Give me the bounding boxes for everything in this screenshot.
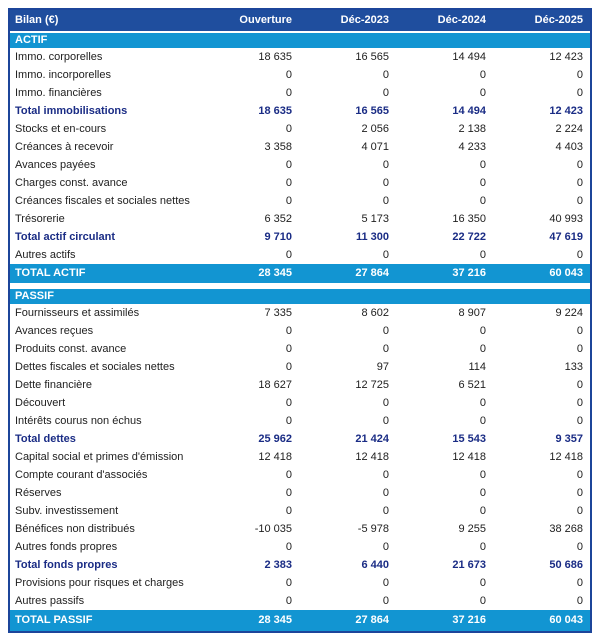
row-value: 0 <box>382 177 389 189</box>
row-value: 0 <box>479 415 486 427</box>
table-row <box>10 228 590 246</box>
row-label: Provisions pour risques et charges <box>15 577 184 589</box>
table-row <box>10 156 590 174</box>
table-row <box>10 210 590 228</box>
row-value: 0 <box>382 469 389 481</box>
row-value: 0 <box>382 415 389 427</box>
row-value: 0 <box>382 595 389 607</box>
row-value: 0 <box>479 69 486 81</box>
row-value: 0 <box>479 159 486 171</box>
total-actif-row <box>10 264 590 283</box>
row-value: 9 224 <box>555 307 583 319</box>
row-value: 2 224 <box>555 123 583 135</box>
row-value: 2 383 <box>264 559 292 571</box>
column-header-dec-2025: Déc-2025 <box>534 15 583 26</box>
row-value: 5 173 <box>361 213 389 225</box>
row-value: 18 627 <box>258 379 292 391</box>
table-row <box>10 430 590 448</box>
row-value: 0 <box>285 397 292 409</box>
row-label: Trésorerie <box>15 213 65 225</box>
row-value: 0 <box>382 397 389 409</box>
row-value: 22 722 <box>452 231 486 243</box>
row-value: 2 138 <box>458 123 486 135</box>
table-row <box>10 394 590 412</box>
table-row <box>10 592 590 610</box>
row-value: 0 <box>576 87 583 99</box>
row-value: 0 <box>285 361 292 373</box>
row-label: Créances à recevoir <box>15 141 114 153</box>
table-row <box>10 358 590 376</box>
row-label: Fournisseurs et assimilés <box>15 307 140 319</box>
table-row <box>10 340 590 358</box>
table-row <box>10 48 590 66</box>
row-value: 0 <box>479 325 486 337</box>
row-value: 0 <box>576 325 583 337</box>
row-value: 0 <box>382 541 389 553</box>
row-value: 0 <box>285 595 292 607</box>
row-value: 0 <box>285 415 292 427</box>
row-value: 0 <box>576 505 583 517</box>
row-value: 0 <box>285 249 292 261</box>
row-value: 0 <box>576 159 583 171</box>
row-value: 0 <box>576 177 583 189</box>
section-header-actif <box>10 33 590 48</box>
row-value: 4 403 <box>555 141 583 153</box>
row-value: 0 <box>576 343 583 355</box>
row-value: 0 <box>479 595 486 607</box>
row-value: 0 <box>576 69 583 81</box>
row-label: Avances reçues <box>15 325 94 337</box>
row-value: 12 418 <box>549 451 583 463</box>
row-value: 0 <box>382 69 389 81</box>
row-value: 0 <box>479 87 486 99</box>
row-value: 9 255 <box>458 523 486 535</box>
row-value: 2 056 <box>361 123 389 135</box>
row-value: 0 <box>285 487 292 499</box>
row-value: 12 418 <box>355 451 389 463</box>
row-value: 0 <box>479 397 486 409</box>
row-label: Charges const. avance <box>15 177 128 189</box>
row-value: 6 352 <box>264 213 292 225</box>
row-value: 0 <box>479 177 486 189</box>
row-value: 0 <box>382 505 389 517</box>
row-label: Autres fonds propres <box>15 541 118 553</box>
row-value: 47 619 <box>549 231 583 243</box>
table-title: Bilan (€) <box>15 15 59 26</box>
row-value: 0 <box>285 195 292 207</box>
column-header-dec-2024: Déc-2024 <box>437 15 486 26</box>
row-value: 12 418 <box>452 451 486 463</box>
row-value: 14 494 <box>452 51 486 63</box>
table-row <box>10 138 590 156</box>
table-row <box>10 466 590 484</box>
table-row <box>10 574 590 592</box>
row-value: 0 <box>382 487 389 499</box>
table-row <box>10 556 590 574</box>
row-label: Total immobilisations <box>15 105 128 117</box>
row-value: -10 035 <box>254 523 292 535</box>
table-row <box>10 448 590 466</box>
row-value: 0 <box>382 87 389 99</box>
row-label: Dettes fiscales et sociales nettes <box>15 361 175 373</box>
total-label: TOTAL ACTIF <box>15 268 86 279</box>
row-value: 12 418 <box>258 451 292 463</box>
row-label: Subv. investissement <box>15 505 119 517</box>
row-value: 133 <box>564 361 583 373</box>
total-value: 37 216 <box>452 268 486 279</box>
row-label: Bénéfices non distribués <box>15 523 135 535</box>
column-header-ouverture: Ouverture <box>239 15 292 26</box>
row-value: 3 358 <box>264 141 292 153</box>
row-value: 11 300 <box>355 231 389 243</box>
row-value: 21 673 <box>452 559 486 571</box>
table-row <box>10 322 590 340</box>
row-value: 0 <box>479 487 486 499</box>
row-value: 0 <box>285 123 292 135</box>
row-value: 0 <box>285 177 292 189</box>
row-value: 4 233 <box>458 141 486 153</box>
row-value: 12 423 <box>549 105 583 117</box>
row-value: 0 <box>382 343 389 355</box>
table-header-row <box>10 10 590 33</box>
column-header-dec-2023: Déc-2023 <box>340 15 389 26</box>
row-value: 0 <box>285 325 292 337</box>
row-label: Avances payées <box>15 159 96 171</box>
row-value: 0 <box>285 87 292 99</box>
row-value: 0 <box>479 343 486 355</box>
table-row <box>10 304 590 322</box>
row-label: Immo. financières <box>15 87 102 99</box>
row-value: 0 <box>382 249 389 261</box>
row-value: 0 <box>576 415 583 427</box>
row-label: Réserves <box>15 487 62 499</box>
row-value: -5 978 <box>357 523 389 535</box>
row-label: Autres actifs <box>15 249 76 261</box>
total-value: 60 043 <box>549 615 583 626</box>
balance-sheet-table <box>8 8 592 633</box>
row-label: Découvert <box>15 397 66 409</box>
row-value: 0 <box>479 249 486 261</box>
total-value: 28 345 <box>258 615 292 626</box>
row-value: 0 <box>576 487 583 499</box>
row-value: 12 423 <box>549 51 583 63</box>
row-value: 9 357 <box>555 433 583 445</box>
row-value: 0 <box>382 195 389 207</box>
row-label: Dette financière <box>15 379 93 391</box>
row-label: Intérêts courus non échus <box>15 415 142 427</box>
actif-section <box>10 33 590 283</box>
table-row <box>10 246 590 264</box>
total-value: 60 043 <box>549 268 583 279</box>
row-value: 38 268 <box>549 523 583 535</box>
table-row <box>10 174 590 192</box>
row-label: Stocks et en-cours <box>15 123 107 135</box>
row-value: 0 <box>576 577 583 589</box>
row-value: 0 <box>576 541 583 553</box>
row-value: 25 962 <box>258 433 292 445</box>
row-label: Total fonds propres <box>15 559 118 571</box>
row-value: 0 <box>285 577 292 589</box>
row-value: 0 <box>576 469 583 481</box>
table-row <box>10 520 590 538</box>
passif-rows <box>10 304 590 610</box>
row-value: 50 686 <box>549 559 583 571</box>
table-row <box>10 376 590 394</box>
row-value: 0 <box>285 159 292 171</box>
row-value: 0 <box>285 541 292 553</box>
row-value: 9 710 <box>264 231 292 243</box>
row-value: 6 440 <box>361 559 389 571</box>
row-value: 14 494 <box>452 105 486 117</box>
row-label: Produits const. avance <box>15 343 127 355</box>
row-value: 0 <box>382 159 389 171</box>
row-value: 0 <box>479 195 486 207</box>
section-header-passif <box>10 289 590 304</box>
row-label: Créances fiscales et sociales nettes <box>15 195 190 207</box>
row-value: 0 <box>479 577 486 589</box>
row-value: 114 <box>468 361 486 373</box>
row-label: Immo. incorporelles <box>15 69 111 81</box>
total-value: 28 345 <box>258 268 292 279</box>
table-row <box>10 484 590 502</box>
table-row <box>10 502 590 520</box>
table-row <box>10 412 590 430</box>
row-value: 16 350 <box>452 213 486 225</box>
row-value: 0 <box>576 195 583 207</box>
total-value: 27 864 <box>355 615 389 626</box>
row-value: 8 602 <box>361 307 389 319</box>
row-value: 0 <box>576 397 583 409</box>
row-value: 18 635 <box>258 105 292 117</box>
row-value: 0 <box>285 343 292 355</box>
row-value: 8 907 <box>458 307 486 319</box>
row-value: 0 <box>576 379 583 391</box>
row-label: Immo. corporelles <box>15 51 103 63</box>
row-value: 0 <box>285 69 292 81</box>
row-value: 0 <box>479 505 486 517</box>
row-label: Total dettes <box>15 433 76 445</box>
table-row <box>10 120 590 138</box>
row-value: 18 635 <box>258 51 292 63</box>
row-value: 0 <box>285 505 292 517</box>
row-value: 0 <box>479 541 486 553</box>
total-passif-row <box>10 610 590 631</box>
row-value: 0 <box>382 325 389 337</box>
table-row <box>10 84 590 102</box>
row-label: Capital social et primes d'émission <box>15 451 184 463</box>
row-value: 6 521 <box>458 379 486 391</box>
row-label: Total actif circulant <box>15 231 116 243</box>
row-value: 12 725 <box>355 379 389 391</box>
row-value: 0 <box>576 595 583 607</box>
row-value: 0 <box>382 577 389 589</box>
table-row <box>10 192 590 210</box>
row-value: 0 <box>576 249 583 261</box>
table-row <box>10 538 590 556</box>
row-value: 16 565 <box>355 105 389 117</box>
row-label: Compte courant d'associés <box>15 469 148 481</box>
row-value: 15 543 <box>452 433 486 445</box>
total-value: 27 864 <box>355 268 389 279</box>
section-title: PASSIF <box>15 291 54 302</box>
row-label: Autres passifs <box>15 595 85 607</box>
row-value: 97 <box>376 361 389 373</box>
table-row <box>10 66 590 84</box>
row-value: 40 993 <box>549 213 583 225</box>
row-value: 0 <box>479 469 486 481</box>
actif-rows <box>10 48 590 264</box>
row-value: 0 <box>285 469 292 481</box>
row-value: 21 424 <box>355 433 389 445</box>
section-title: ACTIF <box>15 35 48 46</box>
table-row <box>10 102 590 120</box>
row-value: 7 335 <box>264 307 292 319</box>
total-value: 37 216 <box>452 615 486 626</box>
row-value: 16 565 <box>355 51 389 63</box>
passif-section <box>10 289 590 631</box>
total-label: TOTAL PASSIF <box>15 615 93 626</box>
row-value: 4 071 <box>361 141 389 153</box>
